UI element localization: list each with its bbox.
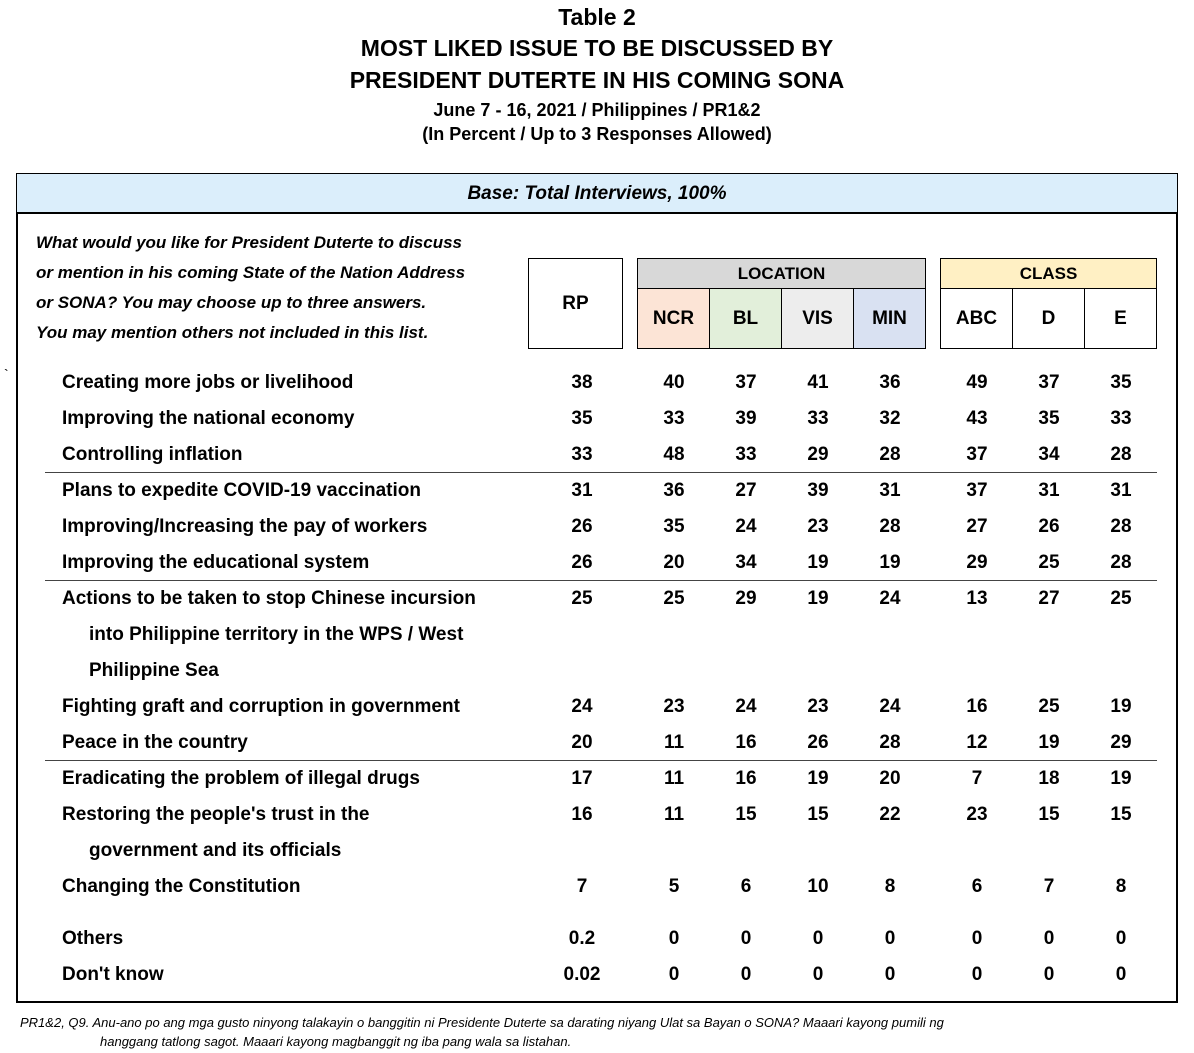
value-e: 33 (1110, 408, 1132, 429)
footnote-line-1: PR1&2, Q9. Anu-ano po ang mga gusto ninyong talakayin o banggitin ni Presidente Duterte sa darating niyang Ulat sa Bayan o SONA? Maaari kayong pumili ng (20, 1015, 944, 1030)
value-e: 0 (1115, 928, 1127, 949)
value-d: 7 (1043, 876, 1055, 897)
value-vis: 39 (807, 480, 829, 501)
value-e: 19 (1110, 696, 1132, 717)
value-bl: 27 (735, 480, 757, 501)
value-vis: 29 (807, 444, 829, 465)
value-min: 28 (879, 516, 901, 537)
value-rp: 24 (571, 696, 593, 717)
value-abc: 16 (966, 696, 988, 717)
value-e: 28 (1110, 552, 1132, 573)
class-title: CLASS (941, 259, 1156, 289)
value-rp: 20 (571, 732, 593, 753)
value-abc: 37 (966, 444, 988, 465)
question-line-3: or SONA? You may choose up to three answers. (36, 293, 427, 312)
value-min: 8 (884, 876, 896, 897)
row-label: Actions to be taken to stop Chinese incursion (62, 588, 476, 609)
value-e: 0 (1115, 964, 1127, 985)
value-bl: 34 (735, 552, 757, 573)
value-vis: 19 (807, 588, 829, 609)
value-bl: 6 (740, 876, 752, 897)
row-label-continuation: Philippine Sea (89, 660, 219, 681)
value-ncr: 35 (663, 516, 685, 537)
row-label: Restoring the people's trust in the (62, 804, 370, 825)
row-label-continuation: into Philippine territory in the WPS / West (89, 624, 464, 645)
question-line-2: or mention in his coming State of the Nation Address (36, 263, 466, 282)
value-e: 31 (1110, 480, 1132, 501)
value-e: 25 (1110, 588, 1132, 609)
value-vis: 15 (807, 804, 829, 825)
rp-header: RP (528, 258, 623, 349)
value-abc: 0 (971, 964, 983, 985)
value-min: 36 (879, 372, 901, 393)
value-bl: 16 (735, 732, 757, 753)
value-rp: 35 (571, 408, 593, 429)
value-min: 20 (879, 768, 901, 789)
value-vis: 23 (807, 696, 829, 717)
value-d: 26 (1038, 516, 1060, 537)
value-d: 31 (1038, 480, 1060, 501)
e-header: E (1114, 308, 1127, 329)
value-min: 0 (884, 964, 896, 985)
value-bl: 24 (735, 696, 757, 717)
value-d: 25 (1038, 552, 1060, 573)
value-d: 19 (1038, 732, 1060, 753)
question-line-4: You may mention others not included in this list. (36, 323, 429, 342)
value-vis: 26 (807, 732, 829, 753)
value-rp: 25 (571, 588, 593, 609)
value-d: 0 (1043, 928, 1055, 949)
row-label: Improving the educational system (62, 552, 370, 573)
value-d: 35 (1038, 408, 1060, 429)
value-bl: 33 (735, 444, 757, 465)
row-label: Peace in the country (62, 732, 248, 753)
value-bl: 24 (735, 516, 757, 537)
value-min: 19 (879, 552, 901, 573)
row-label: Plans to expedite COVID-19 vaccination (62, 480, 421, 501)
value-rp: 26 (571, 552, 593, 573)
value-e: 15 (1110, 804, 1132, 825)
value-min: 28 (879, 444, 901, 465)
value-ncr: 0 (668, 964, 680, 985)
value-d: 25 (1038, 696, 1060, 717)
value-e: 35 (1110, 372, 1132, 393)
value-vis: 19 (807, 552, 829, 573)
value-ncr: 11 (663, 732, 685, 753)
value-abc: 6 (971, 876, 983, 897)
stray-tick-mark: ` (4, 366, 9, 382)
value-bl: 29 (735, 588, 757, 609)
base-bar: Base: Total Interviews, 100% (17, 174, 1177, 214)
value-rp: 0.02 (563, 964, 601, 985)
d-header: D (1013, 289, 1085, 348)
value-abc: 23 (966, 804, 988, 825)
value-abc: 49 (966, 372, 988, 393)
value-min: 28 (879, 732, 901, 753)
value-min: 24 (879, 588, 901, 609)
value-e: 8 (1115, 876, 1127, 897)
value-abc: 27 (966, 516, 988, 537)
value-ncr: 40 (663, 372, 685, 393)
value-ncr: 25 (663, 588, 685, 609)
value-ncr: 11 (663, 768, 685, 789)
table-note: (In Percent / Up to 3 Responses Allowed) (422, 124, 772, 144)
value-d: 18 (1038, 768, 1060, 789)
value-vis: 0 (812, 964, 824, 985)
value-vis: 23 (807, 516, 829, 537)
value-abc: 0 (971, 928, 983, 949)
value-abc: 7 (971, 768, 983, 789)
value-abc: 43 (966, 408, 988, 429)
footnote-line-2: hanggang tatlong sagot. Maaari kayong magbanggit ng iba pang wala sa listahan. (100, 1034, 572, 1049)
value-ncr: 23 (663, 696, 685, 717)
value-bl: 16 (735, 768, 757, 789)
row-label: Fighting graft and corruption in government (62, 696, 460, 717)
row-label: Improving the national economy (62, 408, 355, 429)
value-e: 28 (1110, 516, 1132, 537)
table-number: Table 2 (558, 4, 636, 30)
value-min: 22 (879, 804, 901, 825)
value-e: 29 (1110, 732, 1132, 753)
value-vis: 19 (807, 768, 829, 789)
value-min: 31 (879, 480, 901, 501)
value-vis: 10 (807, 876, 829, 897)
value-vis: 0 (812, 928, 824, 949)
table-title-line1: MOST LIKED ISSUE TO BE DISCUSSED BY (360, 35, 834, 61)
vis-header: VIS (782, 289, 854, 348)
row-label: Eradicating the problem of illegal drugs (62, 768, 420, 789)
value-bl: 0 (740, 964, 752, 985)
value-rp: 26 (571, 516, 593, 537)
value-e: 28 (1110, 444, 1132, 465)
value-ncr: 33 (663, 408, 685, 429)
value-abc: 29 (966, 552, 988, 573)
value-e: 19 (1110, 768, 1132, 789)
value-d: 0 (1043, 964, 1055, 985)
value-ncr: 36 (663, 480, 685, 501)
value-abc: 12 (966, 732, 988, 753)
value-bl: 39 (735, 408, 757, 429)
ncr-header: NCR (638, 289, 710, 348)
value-bl: 0 (740, 928, 752, 949)
value-rp: 16 (571, 804, 593, 825)
value-abc: 13 (966, 588, 988, 609)
value-rp: 7 (576, 876, 588, 897)
value-min: 0 (884, 928, 896, 949)
row-label-continuation: government and its officials (89, 840, 342, 861)
value-d: 37 (1038, 372, 1060, 393)
bl-header: BL (710, 289, 782, 348)
row-label: Improving/Increasing the pay of workers (62, 516, 428, 537)
value-d: 34 (1038, 444, 1060, 465)
value-ncr: 5 (668, 876, 680, 897)
question-line-1: What would you like for President Duterte to discuss (36, 233, 463, 252)
value-ncr: 48 (663, 444, 685, 465)
row-label: Controlling inflation (62, 444, 243, 465)
row-label: Don't know (62, 964, 164, 985)
value-min: 24 (879, 696, 901, 717)
value-vis: 41 (807, 372, 829, 393)
table-subtitle: June 7 - 16, 2021 / Philippines / PR1&2 (433, 100, 761, 120)
class-header-group (940, 258, 1157, 349)
value-bl: 37 (735, 372, 757, 393)
value-rp: 38 (571, 372, 593, 393)
location-header-group (637, 258, 926, 349)
value-min: 32 (879, 408, 901, 429)
value-ncr: 20 (663, 552, 685, 573)
row-label: Others (62, 928, 124, 949)
value-bl: 15 (735, 804, 757, 825)
value-rp: 17 (571, 768, 593, 789)
value-rp: 31 (571, 480, 593, 501)
value-abc: 37 (966, 480, 988, 501)
abc-header: ABC (941, 289, 1013, 348)
value-rp: 33 (571, 444, 593, 465)
table-title-line2: PRESIDENT DUTERTE IN HIS COMING SONA (349, 67, 845, 93)
value-ncr: 11 (663, 804, 685, 825)
value-ncr: 0 (668, 928, 680, 949)
location-title: LOCATION (638, 259, 925, 289)
value-vis: 33 (807, 408, 829, 429)
min-header: MIN (854, 289, 925, 348)
row-label: Changing the Constitution (62, 876, 301, 897)
value-d: 27 (1038, 588, 1060, 609)
value-rp: 0.2 (568, 928, 596, 949)
value-d: 15 (1038, 804, 1060, 825)
row-label: Creating more jobs or livelihood (62, 372, 354, 393)
